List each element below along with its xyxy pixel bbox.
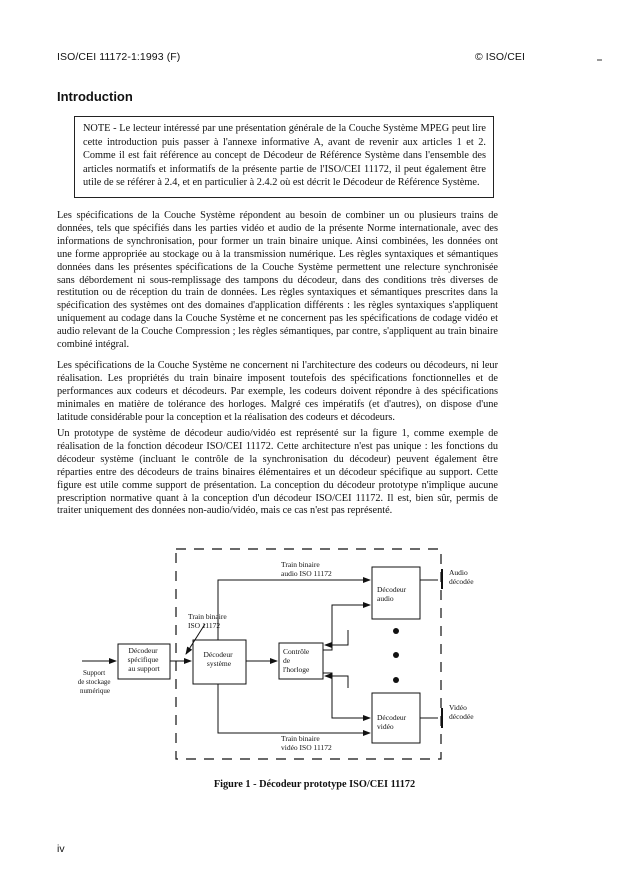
label-audio-output: Audio décodée <box>449 568 474 586</box>
paragraph-3: Un prototype de système de décodeur audio/vidéo est représenté sur la figure 1, comme exemple de réalisation de la fonction décodeur ISO/CEI 11172. Cette architecture n'est pas unique : les fonctions du décodeur système (incluant le contrôle de la synchronisation du décodeur) peuvent également être réparties entre des décodeurs de trains binaires élémentaires et un décodeur spécifique au support. Cette figure est utile comme support de présentation. La conception du décodeur prototype n'implique aucune prescription normative quant à la conception d'un décodeur ISO/CEI 11172. Il est, bien sûr, permis de traiter uniquement des données non-audio/vidéo, mais ce cas n'est pas représenté. <box>57 428 498 517</box>
label-video-decoder: Décodeur vidéo <box>377 713 407 731</box>
label-audio-decoder: Décodeur audio <box>377 585 407 603</box>
label-train-iso: Train binaire ISO 11172 <box>188 612 227 630</box>
ellipsis-dot <box>393 677 399 683</box>
audio-feedback-line <box>325 630 348 645</box>
label-clock-control: Contrôle de l'horloge <box>283 647 310 674</box>
label-train-video: Train binaire vidéo ISO 11172 <box>281 734 332 752</box>
audio-stream-line <box>218 580 370 640</box>
paragraph-2: Les spécifications de la Couche Système ne concernent ni l'architecture des codeurs ou décodeurs, ni leur réalisation. Les propriétés du train binaire imposent toutefois des spécifications fonctionnelles et de performances aux codeurs et décodeurs. Par exemple, les codeurs doivent répondre à des spécifications minimales en matière de tolérance des horloges. Malgré ces impératifs (et d'autres), on dispose d'une latitude considérable pour la conception et la réalisation des codeurs et décodeurs. <box>57 360 498 423</box>
figure-caption: Figure 1 - Décodeur prototype ISO/CEI 11172 <box>213 779 416 790</box>
paragraph-1: Les spécifications de la Couche Système répondent au besoin de combiner un ou plusieurs trains de données, tels que spécifiés dans les parties vidéo et audio de la présente Norme internationale, avec des informations de synchronisation, pour former un train binaire unique. Ainsi combinées, les données ont une forme appropriée au stockage ou à la transmission numérique. Les règles syntaxiques et sémantiques données dans les présentes spécifications de la Couche Système permettent une relecture synchronisée sans débordement ni sous-remplissage des tampons du décodeur, dans des conditions très diverses de restitution ou de réception du train de données. Les règles syntaxiques et sémantiques prescrites dans la spécification des systèmes ont des domaines d'application différents : les règles syntaxiques s'appliquent uniquement au codage dans la Couche Système et ne concernent pas les spécifications de codage vidéo et audio relevant de la Couche Compression ; les règles sémantiques, par contre, s'appliquent au train binaire combiné intégral. <box>57 210 498 351</box>
header-standard: ISO/CEI 11172-1:1993 (F) <box>57 51 181 63</box>
label-train-audio: Train binaire audio ISO 11172 <box>281 560 332 578</box>
section-title: Introduction <box>57 89 133 104</box>
page-number: iv <box>57 843 65 855</box>
clock-to-audio-line <box>323 605 370 650</box>
note-box: NOTE - Le lecteur intéressé par une présentation générale de la Couche Système MPEG peut lire cette introduction puis passer à l'annexe informative A, avant de revenir aux articles 1 et 2. Comme il est fait référence au concept de Décodeur de Référence Système dans l'ensemble des articles normatifs et informatifs de la présente partie de l'ISO/CEI 11172, il peut également être utile de se référer à 2.4, et en particulier à 2.4.2 où est décrit le Décodeur de Référence Système. <box>74 116 494 198</box>
ellipsis-dot <box>393 652 399 658</box>
label-video-output: Vidéo décodée <box>449 703 474 721</box>
video-feedback-line <box>325 676 348 688</box>
video-stream-line <box>218 684 370 733</box>
ellipsis-dot <box>393 628 399 634</box>
header-copyright: © ISO/CEI <box>474 51 525 63</box>
clock-to-video-line <box>323 673 370 718</box>
label-system-decoder: Décodeur système <box>203 650 233 668</box>
label-media-decoder: Décodeur spécifique au support <box>127 646 160 673</box>
label-media-input: Support de stockage numérique <box>77 669 111 695</box>
